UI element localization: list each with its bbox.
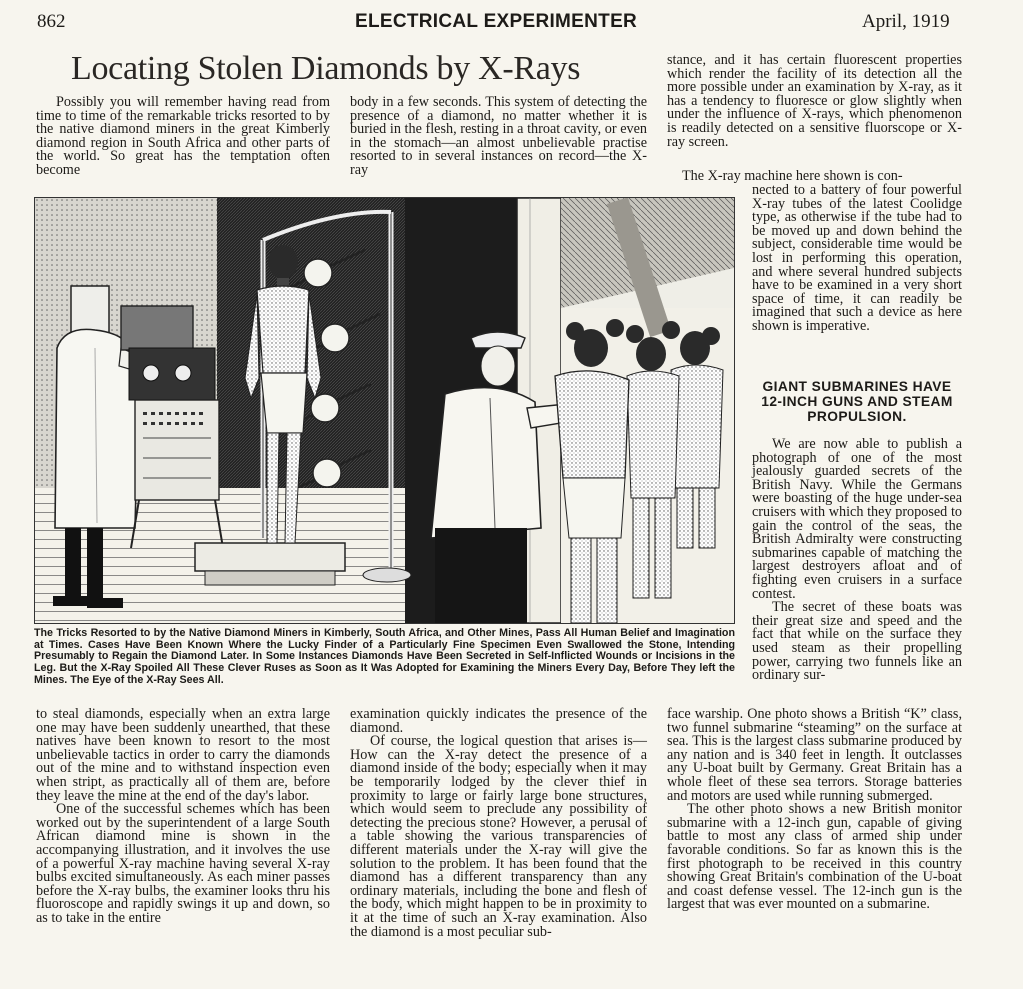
bottom-middle-paragraph-2: Of course, the logical question that arises is—How can the X-ray detect the presence of a diamond inside of the body; especially when it may be temporarily lodged by the clever thief in proximity to large or fairly large bone structures, which would seem to preclude any possibility of detecting the precious stone? However, a perusal of a table showing the various transparencies of different materials under the X-ray will give the solution to the problem. It has been found that the diamond has a different transparency than any ordinary materials, including the bone and flesh of the body, which might happen to be in proximity to it at the time of such an X-ray examination. Also the diamond is a most peculiar sub- — [350, 733, 647, 940]
xray-paragraph: nected to a battery of four powerful X-ray tubes of the latest Coolidge type, as otherwise if the tube had to be moved up and down behind the subject, considerable time would be lost in performing this operation, and where several hundred subjects have to be examined in a very short space of time, it can readily be imagined that such a device as here shown is imperative. — [752, 182, 962, 334]
sidebar-paragraph-2-end: face warship. One photo shows a British “K” class, two funnel submarine “steaming” on the surface at sea. This is the largest class submarine produced by any nation and is 340 feet in length. It outclasses any U-boat built by Germany. Great Britain has a whole fleet of these sea terrors. Storage batteries and motors are used while running submerged. — [667, 706, 962, 804]
bottom-left-paragraph-2: One of the successful schemes which has been worked out by the superintendent of a large South African diamond mine is shown in the accompanying illustration, and it involves the use of a powerful X-ray machine having several X-ray bulbs excited simultaneously. As each miner passes before the X-ray bulbs, the examiner looks thru his fluoroscope and rapidly swings it up and down, so as to take in the entire — [36, 801, 330, 926]
xray-examination-illustration — [34, 197, 735, 624]
bottom-left-column — [36, 708, 330, 926]
sidebar-paragraph-1: We are now able to publish a photograph of one of the most jealously guarded secrets of the British Navy. While the Germans were boasting of the huge under-sea cruisers with which they proposed to gain the control of the seas, the British Admiralty were constructing submarines capable of matching the largest destroyers afloat and of fighting even cruisers in a surface contest. — [752, 436, 962, 602]
intro-left-column: Possibly you will remember having read from time to time of the remarkable tricks resorted to by the native diamond miners in the great Kimberly diamond region in South Africa and other parts of the world. So great has the temptation often become — [36, 94, 330, 178]
sidebar-wide-column — [667, 708, 962, 912]
right-top-column: stance, and it has certain fluorescent properties which render the facility of its detection all the more possible under an examination by X-ray, as it has a tendency to fluoresce or glow slightly when under the influence of X-rays, which phenomenon is readily detected on a sensitive fluorscope or X-ray screen. — [667, 52, 962, 150]
sidebar-paragraph-2-start: The secret of these boats was their great size and speed and the fact that while on the surface they used steam as their propelling power, carrying two funnels like an ordinary sur- — [752, 599, 962, 684]
bottom-middle-paragraph-1: examination quickly indicates the presence of the diamond. — [350, 706, 647, 736]
bottom-middle-column — [350, 708, 647, 939]
sidebar-paragraph-3: The other photo shows a new British monitor submarine with a 12-inch gun, capable of giving battle to most any class of armed ship under favorable conditions. So far as known this is the first photograph to be received in this country showing Great Britain's combination of the U-boat and coast defense vessel. The 12-inch gun is the largest that was ever mounted on a submarine. — [667, 801, 962, 913]
magazine-title: ELECTRICAL EXPERIMENTER — [355, 11, 638, 32]
illustration-caption: The Tricks Resorted to by the Native Diamond Miners in Kimberly, South Africa, and Other Mines, Pass All Human Belief and Imagination at Times. Cases Have Been Known Where the Lucky Finder of a Particularly Fine Specimen Even Swallowed the Stone, Intending Presumably to Regain the Diamond Later. In Some Instances Diamonds Have Been Secreted in Self-Inflicted Wounds or Incisions in the Leg. But the X-Ray Spoiled All These Clever Ruses as Soon as It Was Adopted for Examining the Miners Every Day, Before They left the Mines. The Eye of the X-Ray Sees All. — [34, 627, 735, 686]
intro-middle-column: body in a few seconds. This system of detecting the presence of a diamond, no matter whether it is buried in the flesh, resting in a throat cavity, or even in the stomach—an almost unbelievable practise resorted to in several instances on record—the X-ray — [350, 94, 647, 178]
xray-paragraph-start: The X-ray machine here shown is con- — [682, 168, 903, 184]
page-number: 862 — [37, 11, 66, 32]
article-title: Locating Stolen Diamonds by X-Rays — [71, 50, 581, 87]
sidebar-heading: GIANT SUBMARINES HAVE 12-INCH GUNS AND STEAM PROPULSION. — [761, 379, 953, 424]
sidebar-narrow-column — [752, 438, 962, 683]
bottom-left-paragraph-1: to steal diamonds, especially when an extra large one may have been suddenly unearthed, that these natives have been known to resort to the most unbelievable tactics in order to carry the diamonds out of the mine and to withstand inspection even when stript, as practically all of them are, before they leave the mine at the end of the day's labor. — [36, 706, 330, 804]
issue-date: April, 1919 — [862, 11, 950, 32]
